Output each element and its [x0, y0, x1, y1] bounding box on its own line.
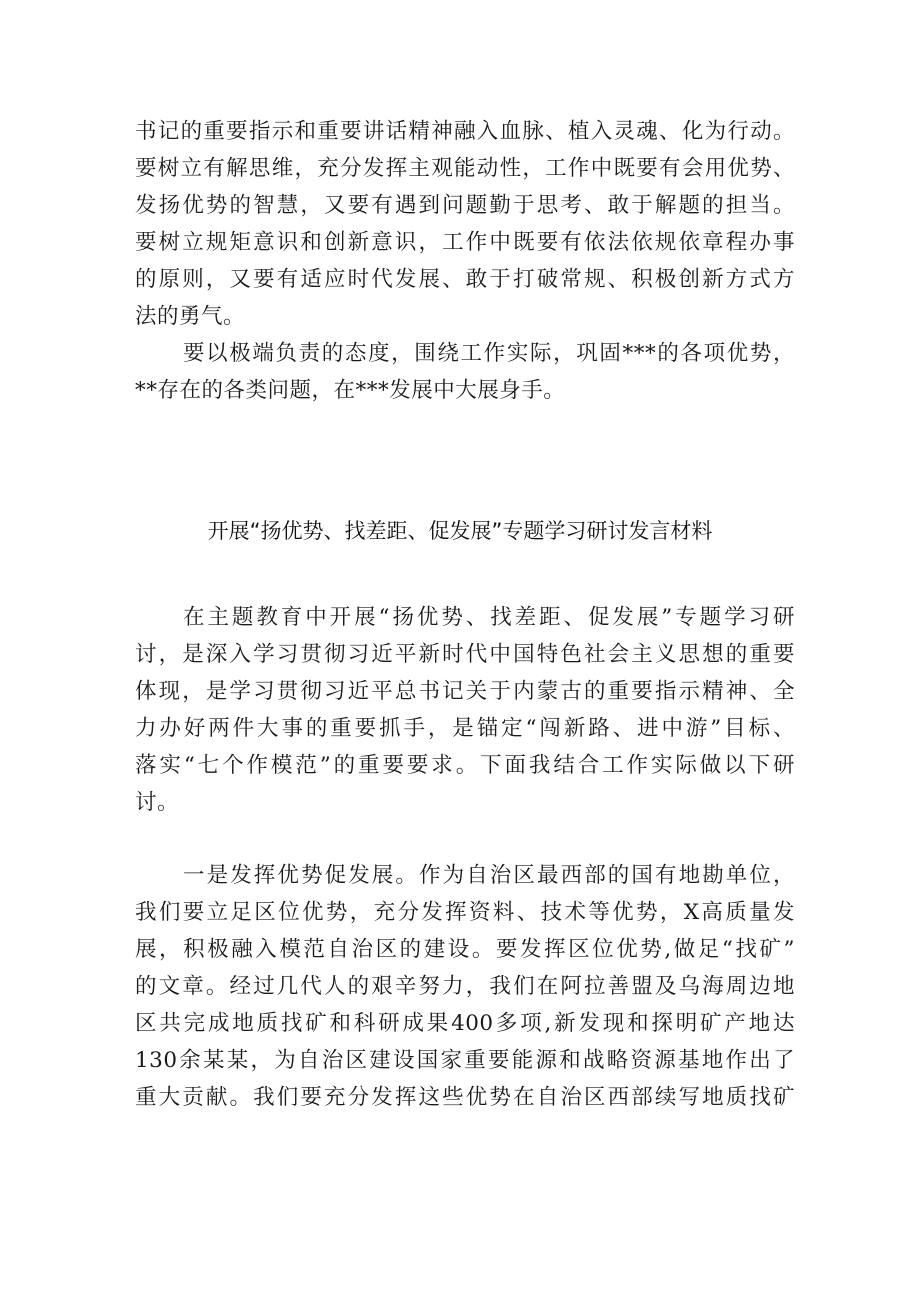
paragraph-line: 体现，是学习贯彻习近平总书记关于内蒙古的重要指示精神、全	[135, 679, 795, 704]
paragraph-line: 发扬优势的智慧，又要有遇到问题勤于思考、敢于解题的担当。	[135, 193, 795, 218]
paragraph-line: 书记的重要指示和重要讲话精神融入血脉、植入灵魂、化为行动。	[135, 119, 795, 144]
paragraph-line: 区共完成地质找矿和科研成果400多项,新发现和探明矿产地达	[135, 1011, 795, 1036]
paragraph-line: 展，积极融入模范自治区的建设。要发挥区位优势,做足“找矿”	[135, 937, 795, 962]
paragraph-line: **存在的各类问题，在***发展中大展身手。	[135, 378, 566, 403]
paragraph-line: 落实“七个作模范”的重要要求。下面我结合工作实际做以下研	[135, 753, 795, 778]
paragraph-line: 在主题教育中开展“扬优势、找差距、促发展”专题学习研	[183, 605, 795, 630]
document-heading: 开展“扬优势、找差距、促发展”专题学习研讨发言材料	[207, 519, 713, 543]
paragraph-line: 要树立规矩意识和创新意识，工作中既要有依法依规依章程办事	[135, 230, 795, 255]
paragraph-line: 我们要立足区位优势，充分发挥资料、技术等优势，X高质量发	[135, 900, 795, 925]
paragraph-line: 要树立有解思维，充分发挥主观能动性，工作中既要有会用优势、	[135, 156, 795, 181]
paragraph-line: 法的勇气。	[135, 304, 246, 329]
paragraph-line: 要以极端负责的态度，围绕工作实际，巩固***的各项优势，	[183, 341, 795, 366]
paragraph-line: 130余某某，为自治区建设国家重要能源和战略资源基地作出了	[135, 1048, 795, 1073]
paragraph-line: 讨。	[135, 790, 180, 815]
paragraph-line: 一是发挥优势促发展。作为自治区最西部的国有地勘单位，	[183, 863, 795, 888]
paragraph-line: 力办好两件大事的重要抓手，是锚定“闯新路、进中游”目标、	[135, 716, 795, 741]
paragraph-line: 重大贡献。我们要充分发挥这些优势在自治区西部续写地质找矿	[135, 1085, 795, 1110]
paragraph-line: 的文章。经过几代人的艰辛努力，我们在阿拉善盟及乌海周边地	[135, 974, 795, 999]
paragraph-line: 的原则，又要有适应时代发展、敢于打破常规、积极创新方式方	[135, 267, 795, 292]
paragraph-line: 讨，是深入学习贯彻习近平新时代中国特色社会主义思想的重要	[135, 642, 795, 667]
